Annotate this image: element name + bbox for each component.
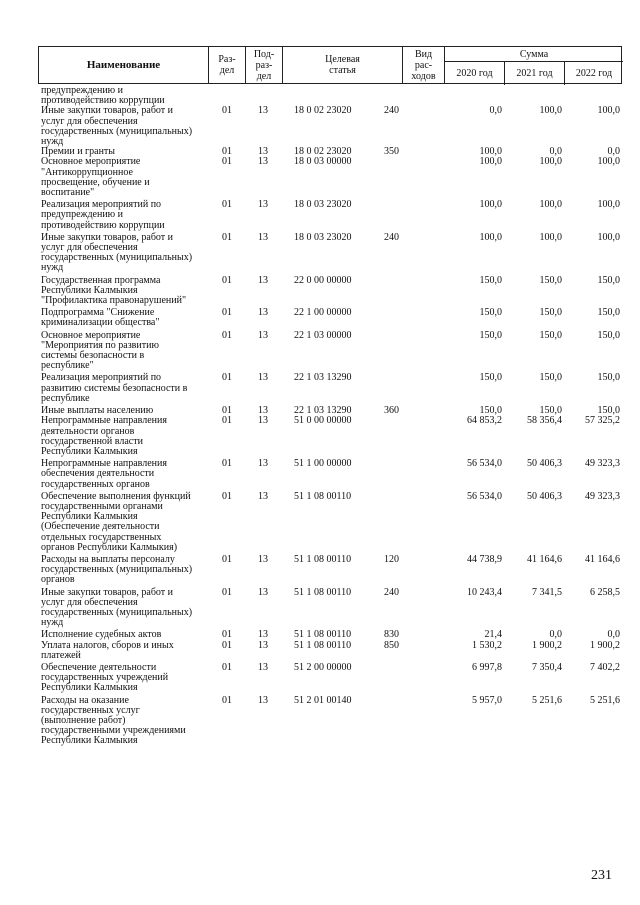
table-row	[38, 106, 622, 147]
row-sum-2021: 100,0	[539, 156, 562, 168]
row-razdel: 01	[222, 490, 232, 502]
row-name: Иные закупки товаров, работ и услуг для обеспечения государственных (муниципальных) нужд	[41, 586, 193, 629]
row-sum-2020: 150,0	[479, 274, 502, 286]
row-razdel: 01	[222, 639, 232, 651]
row-name: Непрограммные направления обеспечения деятельности государственных органов	[41, 458, 167, 490]
table-header	[38, 46, 622, 84]
table-row	[38, 331, 622, 372]
row-podrazdel: 13	[258, 329, 268, 341]
row-podrazdel: 13	[258, 553, 268, 565]
table-row	[38, 459, 622, 490]
row-vid-rashodov: 240	[384, 586, 399, 598]
row-name: Реализация мероприятий по развитию системы безопасности в республике	[41, 372, 188, 404]
row-razdel: 01	[222, 105, 232, 117]
row-name: Исполнение судебных актов	[41, 629, 162, 641]
row-celevaya-statya: 18 0 03 23020	[294, 231, 352, 243]
row-sum-2022: 100,0	[597, 199, 620, 211]
row-name: Премии и гранты	[41, 146, 116, 158]
row-celevaya-statya: 51 1 08 00110	[294, 639, 352, 651]
row-sum-2022: 150,0	[597, 307, 620, 319]
table-row	[38, 200, 622, 231]
row-sum-2022: 57 325,2	[585, 415, 620, 427]
row-celevaya-statya: 22 1 03 13290	[294, 405, 352, 417]
row-celevaya-statya: 22 1 03 00000	[294, 329, 352, 341]
page-number: 231	[591, 868, 612, 883]
row-vid-rashodov: 120	[384, 553, 399, 565]
row-sum-2022: 5 251,6	[590, 694, 620, 706]
row-name: Иные выплаты населению	[41, 405, 154, 417]
row-sum-2022: 49 323,3	[585, 490, 620, 502]
row-celevaya-statya: 18 0 02 23020	[294, 146, 352, 158]
row-name: Уплата налогов, сборов и иных платежей	[41, 639, 174, 661]
row-sum-2020: 56 534,0	[467, 490, 502, 502]
table-row	[38, 696, 622, 747]
row-razdel: 01	[222, 661, 232, 673]
row-celevaya-statya: 51 1 00 00000	[294, 458, 352, 470]
row-podrazdel: 13	[258, 274, 268, 286]
row-sum-2021: 150,0	[539, 372, 562, 384]
row-podrazdel: 13	[258, 661, 268, 673]
row-celevaya-statya: 51 1 08 00110	[294, 586, 352, 598]
row-podrazdel: 13	[258, 372, 268, 384]
row-sum-2020: 5 957,0	[472, 694, 502, 706]
row-razdel: 01	[222, 199, 232, 211]
row-celevaya-statya: 51 2 01 00140	[294, 694, 352, 706]
row-podrazdel: 13	[258, 490, 268, 502]
row-name: Иные закупки товаров, работ и услуг для обеспечения государственных (муниципальных) нужд	[41, 105, 193, 148]
row-razdel: 01	[222, 146, 232, 158]
table-row	[38, 157, 622, 198]
row-sum-2020: 100,0	[479, 156, 502, 168]
row-vid-rashodov: 240	[384, 231, 399, 243]
row-podrazdel: 13	[258, 458, 268, 470]
table-row	[38, 276, 622, 307]
row-name: Обеспечение деятельности государственных учреждений Республики Калмыкия	[41, 661, 169, 694]
row-vid-rashodov: 850	[384, 639, 399, 651]
row-sum-2020: 1 530,2	[472, 639, 502, 651]
table-row	[38, 663, 622, 694]
row-name: Основное мероприятие "Мероприятия по развитию системы безопасности в республике"	[41, 329, 159, 372]
row-name: Расходы на оказание государственных услуг (выполнение работ) государственными учреждениями Республики Калмыкия	[41, 694, 186, 747]
row-name: Основное мероприятие "Антикоррупционное просвещение, обучение и воспитание"	[41, 156, 150, 199]
row-sum-2020: 56 534,0	[467, 458, 502, 470]
row-sum-2022: 100,0	[597, 231, 620, 243]
row-sum-2021: 100,0	[539, 105, 562, 117]
row-sum-2020: 100,0	[479, 146, 502, 158]
row-razdel: 01	[222, 415, 232, 427]
row-podrazdel: 13	[258, 105, 268, 117]
row-podrazdel: 13	[258, 156, 268, 168]
row-sum-2020: 64 853,2	[467, 415, 502, 427]
row-celevaya-statya: 22 1 00 00000	[294, 307, 352, 319]
row-podrazdel: 13	[258, 639, 268, 651]
row-sum-2021: 150,0	[539, 307, 562, 319]
row-sum-2022: 0,0	[607, 146, 620, 158]
row-sum-2022: 150,0	[597, 405, 620, 417]
row-vid-rashodov: 360	[384, 405, 399, 417]
row-sum-2022: 150,0	[597, 329, 620, 341]
row-podrazdel: 13	[258, 629, 268, 641]
row-sum-2020: 150,0	[479, 329, 502, 341]
header-name: Наименование	[39, 47, 209, 83]
row-razdel: 01	[222, 553, 232, 565]
row-podrazdel: 13	[258, 694, 268, 706]
row-podrazdel: 13	[258, 231, 268, 243]
row-razdel: 01	[222, 629, 232, 641]
row-name: Реализация мероприятий по предупреждению и противодействию коррупции	[41, 199, 165, 231]
header-year-2021: 2021 год	[505, 61, 565, 85]
row-podrazdel: 13	[258, 415, 268, 427]
row-sum-2022: 100,0	[597, 156, 620, 168]
row-razdel: 01	[222, 307, 232, 319]
row-sum-2020: 100,0	[479, 199, 502, 211]
row-sum-2020: 44 738,9	[467, 553, 502, 565]
header-razdel: Раз- дел	[209, 47, 246, 83]
row-razdel: 01	[222, 274, 232, 286]
row-razdel: 01	[222, 329, 232, 341]
row-sum-2020: 21,4	[484, 629, 502, 641]
row-sum-2022: 1 900,2	[590, 639, 620, 651]
table-row	[38, 86, 622, 106]
row-vid-rashodov: 350	[384, 146, 399, 158]
row-sum-2022: 6 258,5	[590, 586, 620, 598]
row-podrazdel: 13	[258, 146, 268, 158]
row-sum-2022: 100,0	[597, 105, 620, 117]
header-vid-rashodov: Вид рас- ходов	[403, 47, 445, 83]
row-sum-2020: 150,0	[479, 405, 502, 417]
row-celevaya-statya: 51 1 08 00110	[294, 490, 352, 502]
row-celevaya-statya: 51 2 00 00000	[294, 661, 352, 673]
row-razdel: 01	[222, 372, 232, 384]
table-row	[38, 373, 622, 404]
table-row	[38, 308, 622, 328]
row-podrazdel: 13	[258, 199, 268, 211]
row-sum-2020: 100,0	[479, 231, 502, 243]
header-podrazdel: Под- раз- дел	[246, 47, 283, 83]
row-razdel: 01	[222, 458, 232, 470]
row-razdel: 01	[222, 694, 232, 706]
table-body	[38, 86, 622, 747]
row-sum-2022: 150,0	[597, 372, 620, 384]
header-summa: Сумма	[445, 47, 623, 62]
row-celevaya-statya: 18 0 02 23020	[294, 105, 352, 117]
row-sum-2020: 10 243,4	[467, 586, 502, 598]
row-sum-2021: 50 406,3	[527, 490, 562, 502]
row-sum-2022: 7 402,2	[590, 661, 620, 673]
row-sum-2020: 150,0	[479, 307, 502, 319]
table-row	[38, 416, 622, 457]
row-sum-2022: 0,0	[607, 629, 620, 641]
row-sum-2021: 150,0	[539, 405, 562, 417]
row-vid-rashodov: 830	[384, 629, 399, 641]
row-sum-2021: 5 251,6	[532, 694, 562, 706]
row-name: предупреждению и противодействию коррупции	[41, 85, 165, 107]
header-year-2020: 2020 год	[445, 61, 505, 85]
row-name: Обеспечение выполнения функций государственными органами Республики Калмыкия (Обеспечение деятельности отдельных государственных органов Республики Калмыкия)	[41, 490, 191, 553]
row-sum-2022: 49 323,3	[585, 458, 620, 470]
row-name: Государственная программа Республики Калмыкия "Профилактика правонарушений"	[41, 274, 187, 307]
row-podrazdel: 13	[258, 586, 268, 598]
row-sum-2021: 41 164,6	[527, 553, 562, 565]
table-row	[38, 492, 622, 553]
header-celevaya-statya: Целевая статья	[283, 47, 403, 83]
row-sum-2021: 100,0	[539, 199, 562, 211]
row-celevaya-statya: 18 0 03 23020	[294, 199, 352, 211]
row-sum-2021: 1 900,2	[532, 639, 562, 651]
row-name: Расходы на выплаты персоналу государственных (муниципальных) органов	[41, 553, 193, 586]
row-vid-rashodov: 240	[384, 105, 399, 117]
table-row	[38, 641, 622, 661]
row-sum-2021: 100,0	[539, 231, 562, 243]
row-celevaya-statya: 18 0 03 00000	[294, 156, 352, 168]
row-name: Подпрограмма "Снижение криминализации общества"	[41, 307, 160, 329]
row-podrazdel: 13	[258, 307, 268, 319]
row-name: Иные закупки товаров, работ и услуг для обеспечения государственных (муниципальных) нужд	[41, 231, 193, 274]
row-podrazdel: 13	[258, 405, 268, 417]
table-row	[38, 588, 622, 629]
row-razdel: 01	[222, 405, 232, 417]
row-sum-2020: 6 997,8	[472, 661, 502, 673]
row-sum-2021: 7 341,5	[532, 586, 562, 598]
row-sum-2021: 0,0	[549, 146, 562, 158]
row-celevaya-statya: 51 0 00 00000	[294, 415, 352, 427]
row-celevaya-statya: 22 1 03 13290	[294, 372, 352, 384]
row-razdel: 01	[222, 231, 232, 243]
table-row	[38, 555, 622, 586]
row-sum-2021: 50 406,3	[527, 458, 562, 470]
row-sum-2020: 150,0	[479, 372, 502, 384]
row-celevaya-statya: 51 1 08 00110	[294, 629, 352, 641]
row-razdel: 01	[222, 156, 232, 168]
row-sum-2022: 41 164,6	[585, 553, 620, 565]
row-sum-2021: 150,0	[539, 329, 562, 341]
header-year-2022: 2022 год	[575, 67, 613, 79]
row-sum-2021: 0,0	[549, 629, 562, 641]
row-name: Непрограммные направления деятельности органов государственной власти Республики Калмыкия	[41, 415, 167, 457]
row-sum-2021: 150,0	[539, 274, 562, 286]
table-row	[38, 233, 622, 274]
row-celevaya-statya: 51 1 08 00110	[294, 553, 352, 565]
row-sum-2020: 0,0	[489, 105, 502, 117]
row-sum-2021: 7 350,4	[532, 661, 562, 673]
row-celevaya-statya: 22 0 00 00000	[294, 274, 352, 286]
row-razdel: 01	[222, 586, 232, 598]
row-sum-2022: 150,0	[597, 274, 620, 286]
row-sum-2021: 58 356,4	[527, 415, 562, 427]
